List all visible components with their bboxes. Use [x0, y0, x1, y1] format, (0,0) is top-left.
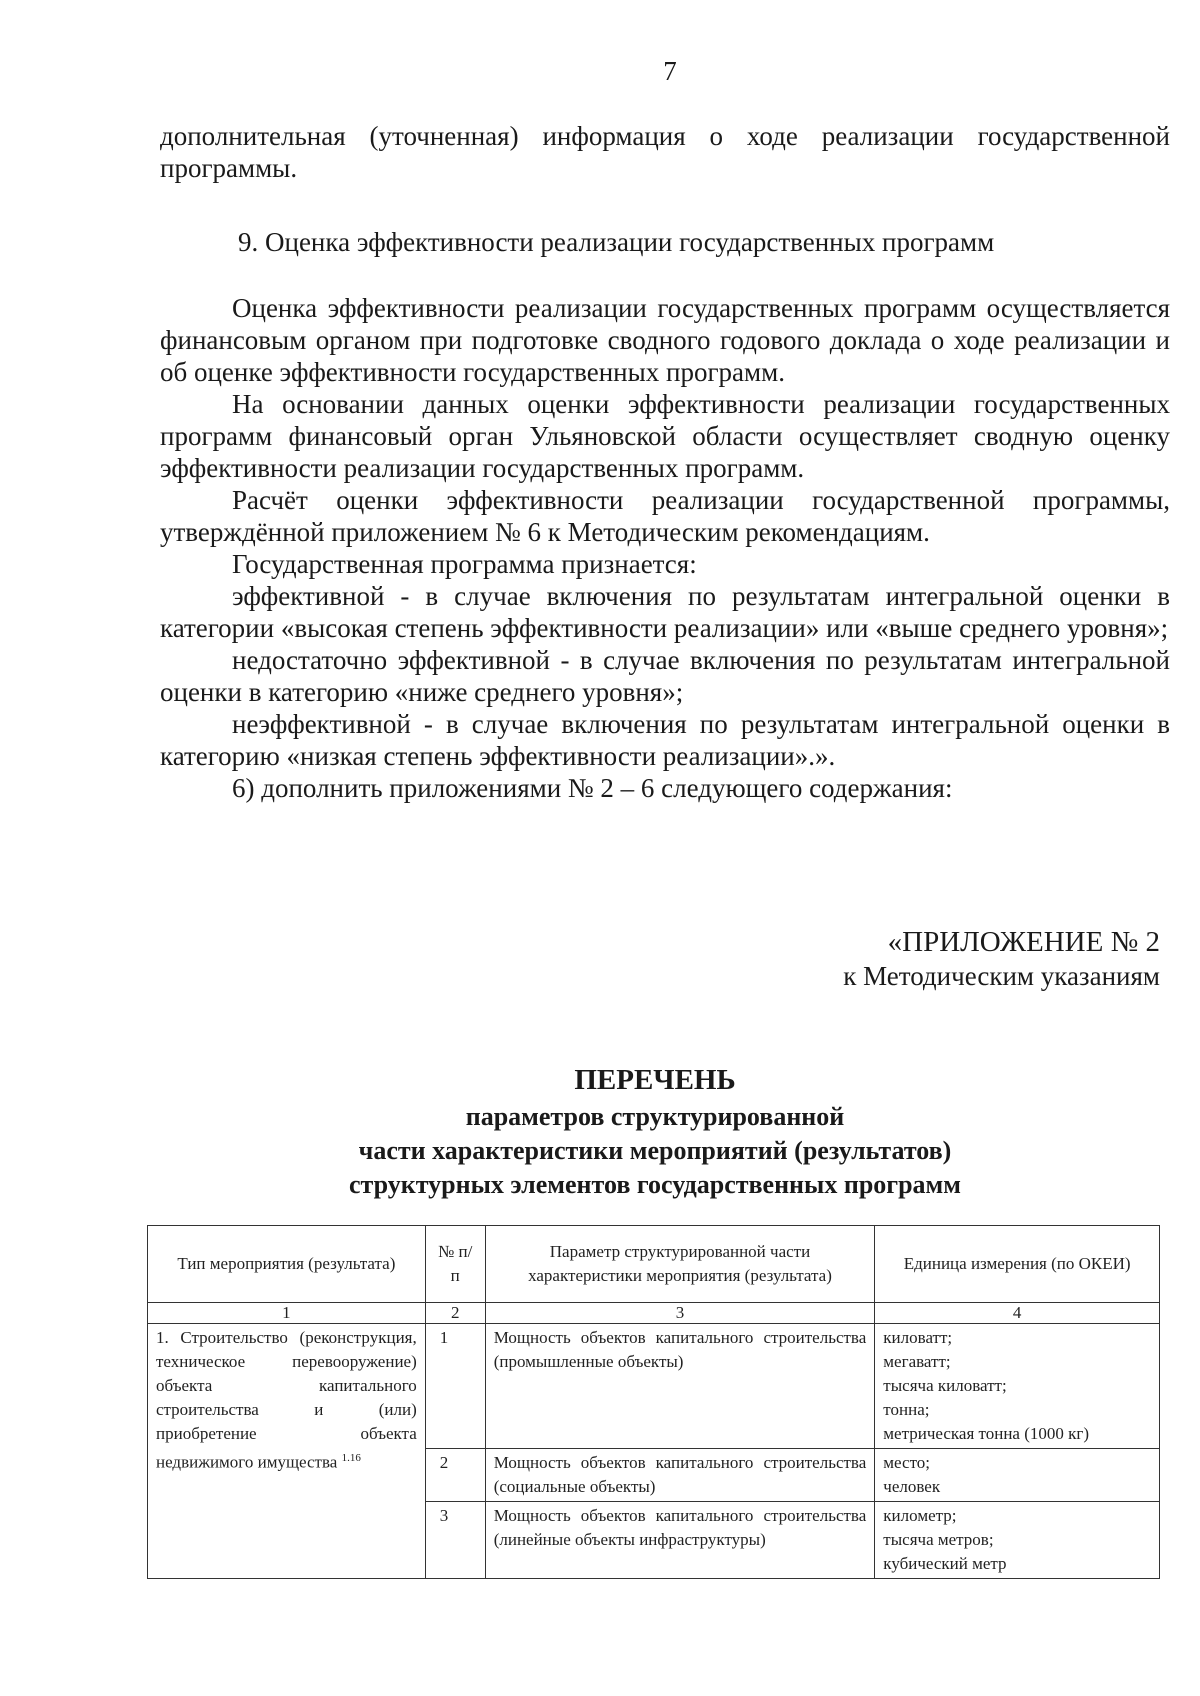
unit-item: место;: [883, 1453, 930, 1472]
header-unit: Единица измерения (по ОКЕИ): [875, 1226, 1160, 1303]
row-number: 3: [425, 1502, 485, 1579]
paragraph-6: недостаточно эффективной - в случае включения по результатам интегральной оценки в категорию «ниже среднего уровня»;: [160, 645, 1170, 707]
paragraph-8: 6) дополнить приложениями № 2 – 6 следующего содержания:: [232, 773, 953, 803]
column-number: 4: [875, 1303, 1160, 1324]
paragraph-7: неэффективной - в случае включения по результатам интегральной оценки в категорию «низкая степень эффективности реализации».».: [160, 709, 1170, 771]
appendix-subtitle: к Методическим указаниям: [843, 961, 1160, 991]
parameter-cell: Мощность объектов капитального строительства (социальные объекты): [485, 1449, 875, 1502]
row-number: 2: [425, 1449, 485, 1502]
row-number: 1: [425, 1324, 485, 1449]
parameters-table: [147, 1225, 1160, 1579]
header-number: № п/п: [425, 1226, 485, 1303]
appendix-title: «ПРИЛОЖЕНИЕ № 2: [887, 926, 1160, 958]
type-cell: [148, 1324, 426, 1579]
table-row: [148, 1324, 1160, 1449]
paragraph-1: Оценка эффективности реализации государственных программ осуществляется финансовым органом при подготовке сводного годового доклада о ходе реализации и об оценке эффективности государственных программ.: [160, 293, 1170, 387]
unit-item: киловатт;: [883, 1328, 953, 1347]
table-header-row: [148, 1226, 1160, 1303]
document-title: [130, 1060, 1180, 1202]
unit-item: тысяча метров;: [883, 1530, 994, 1549]
paragraph-2: На основании данных оценки эффективности реализации государственных программ финансовый орган Ульяновской области осуществляет сводную оценку эффективности реализации государственных программ.: [160, 389, 1170, 483]
intro-text: дополнительная (уточненная) информация о ходе реализации государственной программы.: [160, 121, 1170, 183]
page-number: 7: [663, 56, 677, 86]
appendix-block: [843, 925, 1160, 993]
parameter-cell: Мощность объектов капитального строительства (линейные объекты инфраструктуры): [485, 1502, 875, 1579]
paragraph-5: эффективной - в случае включения по результатам интегральной оценки в категории «высокая степень эффективности реализации» или «выше среднего уровня»;: [160, 581, 1170, 643]
header-type: Тип мероприятия (результата): [148, 1226, 426, 1303]
title-line-2: параметров структурированной: [465, 1102, 845, 1131]
section-heading: 9. Оценка эффективности реализации государственных программ: [238, 227, 995, 257]
unit-cell: [875, 1502, 1160, 1579]
paragraph-3: Расчёт оценки эффективности реализации государственной программы, утверждённой приложением № 6 к Методическим рекомендациям.: [160, 485, 1170, 547]
unit-item: мегаватт;: [883, 1352, 951, 1371]
column-number-row: [148, 1303, 1160, 1324]
title-line-4: структурных элементов государственных программ: [349, 1170, 961, 1199]
header-parameter: Параметр структурированной части характеристики мероприятия (результата): [485, 1226, 875, 1303]
title-line-3: части характеристики мероприятий (результатов): [358, 1136, 952, 1165]
body-text: [160, 292, 1170, 804]
intro-paragraph: [160, 120, 1170, 184]
unit-item: человек: [883, 1477, 941, 1496]
unit-item: тысяча киловатт;: [883, 1376, 1007, 1395]
paragraph-4: Государственная программа признается:: [232, 549, 697, 579]
column-number: 1: [148, 1303, 426, 1324]
parameter-cell: Мощность объектов капитального строительства (промышленные объекты): [485, 1324, 875, 1449]
unit-cell: [875, 1324, 1160, 1449]
type-footnote: 1.16: [341, 1452, 361, 1464]
column-number: 3: [485, 1303, 875, 1324]
unit-item: тонна;: [883, 1400, 930, 1419]
type-text: 1. Строительство (реконструкция, техническое перевооружение) объекта капитального строительства и (или) приобретение объекта недвижимого имущества: [156, 1328, 417, 1472]
unit-item: метрическая тонна (1000 кг): [883, 1424, 1090, 1443]
unit-item: километр;: [883, 1506, 957, 1525]
unit-item: кубический метр: [883, 1554, 1007, 1573]
unit-cell: [875, 1449, 1160, 1502]
title-line-1: ПЕРЕЧЕНЬ: [574, 1064, 736, 1096]
column-number: 2: [425, 1303, 485, 1324]
